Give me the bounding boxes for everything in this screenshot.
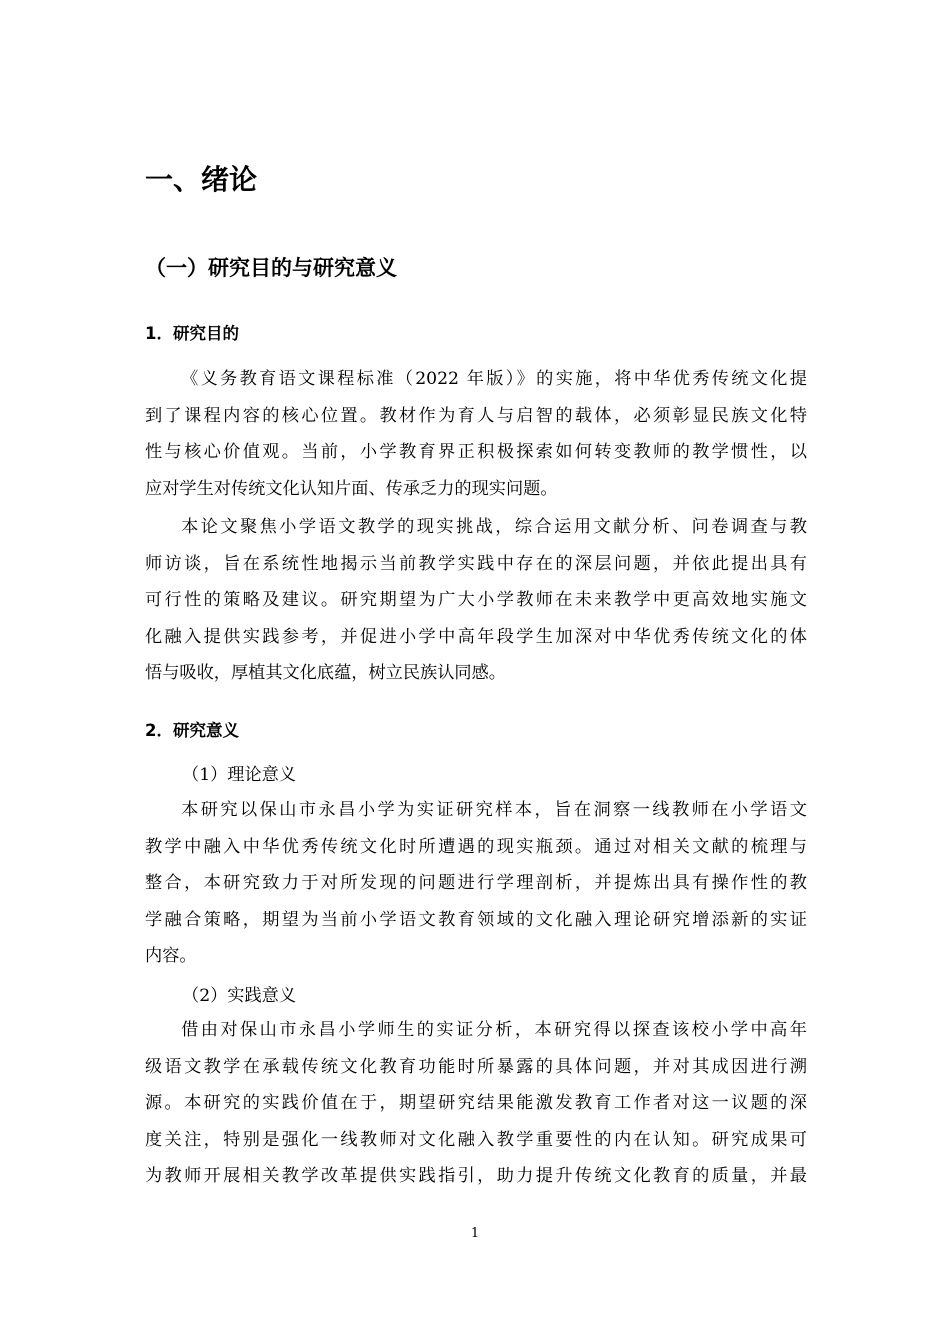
text-line: 学融合策略，期望为当前小学语文教育领域的文化融入理论研究增添新的实证 [145,909,807,930]
text-line: 借由对保山市永昌小学师生的实证分析，本研究得以探查该校小学中高年 [181,1020,807,1040]
text-line: 本论文聚焦小学语文教学的现实挑战，综合运用文献分析、问卷调查与教 [181,517,807,537]
sub-heading-practical: （2）实践意义 [182,986,297,1006]
sub-heading-theoretical: （1）理论意义 [182,765,297,785]
subsection-heading-significance: 2．研究意义 [145,721,239,740]
text-line: 应对学生对传统文化认知片面、传承乏力的现实问题。 [145,478,558,499]
text-line: 化融入提供实践参考，并促进小学中高年段学生加深对中华优秀传统文化的体 [145,626,807,647]
text-line: 整合，本研究致力于对所发现的问题进行学理剖析，并提炼出具有操作性的教 [145,873,807,894]
paragraph-practical [145,1012,807,1195]
chapter-heading: 一、绪论 [145,163,258,196]
paragraph-purpose-2 [145,509,807,692]
text-line: 源。本研究的实践价值在于，期望研究结果能激发教育工作者对这一议题的深 [145,1093,807,1114]
text-line: 到了课程内容的核心位置。教材作为育人与启智的载体，必须彰显民族文化特 [145,405,807,426]
paragraph-purpose-1 [145,361,807,507]
page-number: 1 [470,1226,480,1241]
text-line: 度关注，特别是强化一线教师对文化融入教学重要性的内在认知。研究成果可 [145,1129,807,1150]
section-heading: （一）研究目的与研究意义 [145,256,397,280]
text-line: 教学中融入中华优秀传统文化时所遭遇的现实瓶颈。通过对相关文献的梳理与 [145,836,807,857]
text-line: 可行性的策略及建议。研究期望为广大小学教师在未来教学中更高效地实施文 [145,590,807,611]
text-line: 性与核心价值观。当前，小学教育界正积极探索如何转变教师的教学惯性，以 [145,442,807,463]
text-line: 师访谈，旨在系统性地揭示当前教学实践中存在的深层问题，并依此提出具有 [145,553,807,574]
text-line: 级语文教学在承载传统文化教育功能时所暴露的具体问题，并对其成因进行溯 [145,1056,807,1077]
paragraph-theoretical [145,792,807,975]
text-line: 为教师开展相关教学改革提供实践指引，助力提升传统文化教育的质量，并最 [145,1166,807,1187]
subsection-heading-purpose: 1．研究目的 [145,324,239,343]
text-line: 本研究以保山市永昌小学为实证研究样本，旨在洞察一线教师在小学语文 [181,800,807,820]
text-line: 《义务教育语文课程标准（2022 年版）》的实施，将中华优秀传统文化提 [181,369,807,389]
text-line: 内容。 [145,946,197,967]
text-line: 悟与吸收，厚植其文化底蕴，树立民族认同感。 [145,663,506,684]
